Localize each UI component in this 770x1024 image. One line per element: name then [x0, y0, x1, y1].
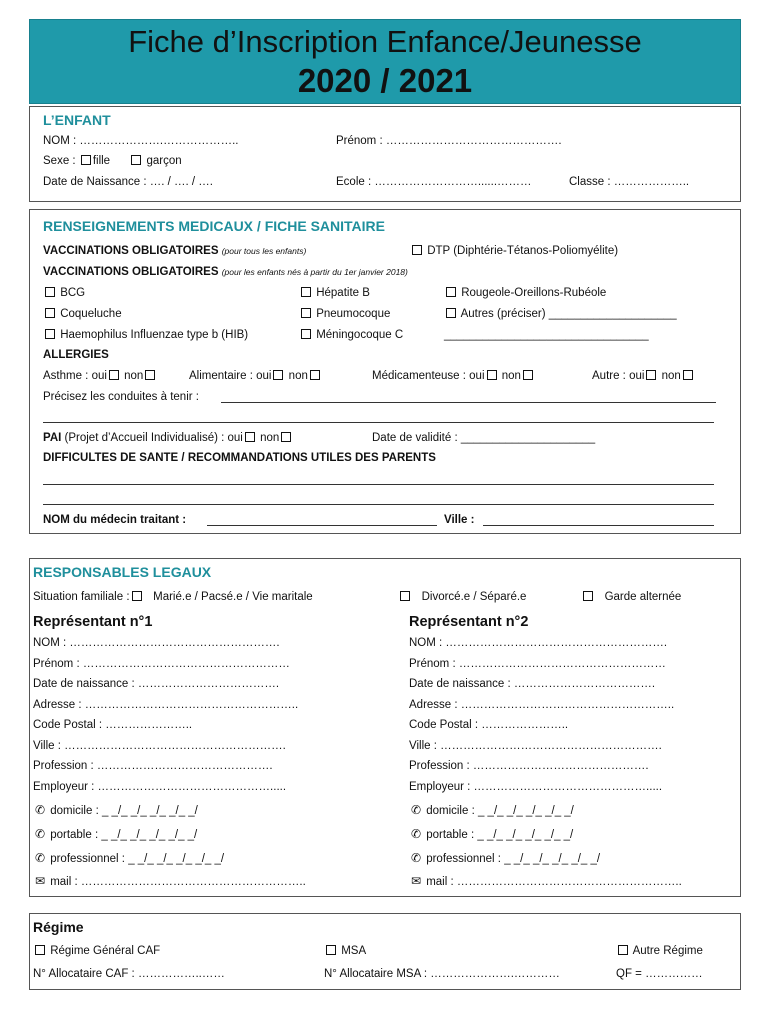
rep2-domicile-field[interactable]	[409, 803, 574, 817]
form-year: 2020 / 2021	[297, 62, 473, 99]
asthme-label: Asthme : oui	[43, 370, 107, 382]
medicamenteuse-label: Médicamenteuse : oui	[372, 370, 485, 382]
rep2-pro-field[interactable]	[409, 851, 600, 865]
fille-checkbox[interactable]	[81, 155, 91, 165]
rep2-title: Représentant n°2	[409, 614, 529, 630]
rep1-title: Représentant n°1	[33, 614, 153, 630]
rep1-domicile-label: domicile : _ _/_ _/_ _/_ _/_ _/	[50, 805, 198, 817]
rep1-ville-field[interactable]: Ville : ………………………………………………….	[33, 740, 286, 752]
rep1-prenom-field[interactable]: Prénom : ………………………………………………	[33, 658, 290, 670]
rep1-pro-field[interactable]	[33, 851, 224, 865]
rep1-naissance-field[interactable]: Date de naissance : ……………………………….	[33, 678, 280, 690]
vacc2-label: VACCINATIONS OBLIGATOIRES	[43, 266, 219, 278]
section-title-responsables: RESPONSABLES LEGAUX	[33, 564, 212, 580]
rep2-cp-field[interactable]: Code Postal : …………………..	[409, 719, 569, 731]
autre-label: Autre : oui	[592, 370, 645, 382]
meningo-label: Méningocoque C	[316, 329, 404, 341]
rep1-portable-label: portable : _ _/_ _/_ _/_ _/_ _/	[50, 829, 198, 841]
dtp-label: DTP (Diphtérie-Tétanos-Poliomyélite)	[427, 245, 619, 257]
allergies-label: ALLERGIES	[43, 349, 109, 361]
vaccinations-row-1	[43, 245, 306, 257]
garde-label: Garde alternée	[604, 591, 682, 603]
difficultes-line-1[interactable]	[43, 484, 714, 485]
rep2-domicile-label: domicile : _ _/_ _/_ _/_ _/_ _/	[426, 805, 574, 817]
autre-regime-option[interactable]	[616, 945, 703, 957]
meningo-option[interactable]	[299, 329, 403, 341]
alimentaire-oui-checkbox[interactable]	[273, 370, 283, 380]
phone-icon: ✆	[410, 851, 422, 865]
conduites-line-2[interactable]	[43, 422, 714, 423]
divorce-label: Divorcé.e / Séparé.e	[421, 591, 527, 603]
phone-icon: ✆	[34, 827, 46, 841]
divorce-checkbox[interactable]	[400, 591, 410, 601]
msa-label: MSA	[341, 945, 367, 957]
qf-field[interactable]: QF = ……………	[616, 968, 703, 980]
rep2-nom-field[interactable]: NOM : ………………………………………………….	[409, 637, 668, 649]
fille-label: fille	[92, 155, 111, 167]
autre-non-checkbox[interactable]	[683, 370, 693, 380]
pneumo-option[interactable]	[299, 308, 390, 320]
meningo-checkbox[interactable]	[301, 329, 311, 339]
phone-icon: ✆	[34, 803, 46, 817]
rep1-domicile-field[interactable]	[33, 803, 198, 817]
medicamenteuse-row	[372, 370, 535, 382]
ville-medecin-label: Ville :	[444, 514, 475, 526]
child-ecole-field[interactable]: Ecole : ………………………......………	[336, 176, 532, 188]
rep1-mail-label: mail : …………………………………………………..	[50, 876, 306, 888]
rep1-adresse-field[interactable]: Adresse : ………………………………………………..	[33, 699, 299, 711]
autre-oui-checkbox[interactable]	[646, 370, 656, 380]
ror-option[interactable]	[444, 287, 606, 299]
medicamenteuse-oui-checkbox[interactable]	[487, 370, 497, 380]
vacc1-note: (pour tous les enfants)	[221, 246, 307, 256]
autres-option[interactable]	[444, 308, 677, 320]
rep2-naissance-field[interactable]: Date de naissance : ……………………………….	[409, 678, 656, 690]
vacc2-note: (pour les enfants nés à partir du 1er janvier 2018)	[221, 267, 408, 277]
pneumo-label: Pneumocoque	[316, 308, 391, 320]
medicamenteuse-non-checkbox[interactable]	[523, 370, 533, 380]
pai-text: (Projet d’Accueil Individualisé) : oui	[64, 432, 243, 444]
autres-label: Autres (préciser) ____________________	[460, 308, 677, 320]
divorce-option[interactable]	[398, 591, 526, 603]
alimentaire-row	[189, 370, 322, 382]
situation-row	[33, 591, 313, 603]
hib-label: Haemophilus Influenzae type b (HIB)	[60, 329, 249, 341]
child-nom-field[interactable]: NOM : ………………….………………..	[43, 135, 239, 147]
caf-checkbox[interactable]	[35, 945, 45, 955]
sexe-label: Sexe :	[43, 155, 76, 167]
pneumo-checkbox[interactable]	[301, 308, 311, 318]
msa-option[interactable]	[324, 945, 366, 957]
pai-row	[43, 432, 293, 444]
phone-icon: ✆	[34, 851, 46, 865]
situation-label: Situation familiale :	[33, 591, 130, 603]
vaccinations-row-2	[43, 266, 408, 278]
caf-option[interactable]	[33, 945, 160, 957]
mail-icon: ✉	[34, 874, 46, 888]
caf-label: Régime Général CAF	[50, 945, 161, 957]
rep2-portable-label: portable : _ _/_ _/_ _/_ _/_ _/	[426, 829, 574, 841]
section-title-regime: Régime	[33, 919, 84, 935]
msa-checkbox[interactable]	[326, 945, 336, 955]
rep2-prenom-field[interactable]: Prénom : ………………………………………………	[409, 658, 666, 670]
medecin-label: NOM du médecin traitant :	[43, 514, 187, 526]
hepatite-checkbox[interactable]	[301, 287, 311, 297]
bcg-option[interactable]	[43, 287, 85, 299]
asthme-oui-checkbox[interactable]	[109, 370, 119, 380]
child-naissance-field[interactable]: Date de Naissance : …. / …. / ….	[43, 176, 214, 188]
mail-icon: ✉	[410, 874, 422, 888]
child-sexe-row	[43, 155, 182, 167]
difficultes-label: DIFFICULTES DE SANTE / RECOMMANDATIONS UTILES DES PARENTS	[43, 452, 436, 464]
pai-non-checkbox[interactable]	[281, 432, 291, 442]
asthme-non-checkbox[interactable]	[145, 370, 155, 380]
form-title: Fiche d’Inscription Enfance/Jeunesse	[128, 24, 642, 59]
pai-non-label: non	[260, 432, 280, 444]
conduites-line-1[interactable]	[221, 402, 716, 403]
pai-oui-checkbox[interactable]	[245, 432, 255, 442]
phone-icon: ✆	[410, 827, 422, 841]
rep2-profession-field[interactable]: Profession : ……………………………………….	[409, 760, 649, 772]
num-caf-field[interactable]: N° Allocataire CAF : ……………..……	[33, 968, 225, 980]
conduites-label: Précisez les conduites à tenir :	[43, 391, 199, 403]
child-classe-field[interactable]: Classe : ………………..	[569, 176, 690, 188]
garde-option[interactable]	[581, 591, 681, 603]
rep2-ville-field[interactable]: Ville : ………………………………………………….	[409, 740, 662, 752]
asthme-non-label: non	[124, 370, 144, 382]
hepatite-option[interactable]	[299, 287, 370, 299]
hib-option[interactable]	[43, 329, 248, 341]
alimentaire-non-checkbox[interactable]	[310, 370, 320, 380]
pai-label: PAI	[43, 432, 62, 444]
autre-regime-label: Autre Régime	[632, 945, 703, 957]
alimentaire-label: Alimentaire : oui	[189, 370, 272, 382]
hepatite-label: Hépatite B	[316, 287, 370, 299]
dtp-option[interactable]	[410, 245, 618, 257]
rep1-profession-field[interactable]: Profession : ……………………………………….	[33, 760, 273, 772]
difficultes-line-2[interactable]	[43, 504, 714, 505]
alimentaire-non-label: non	[288, 370, 308, 382]
marie-label: Marié.e / Pacsé.e / Vie maritale	[153, 591, 313, 603]
garcon-label: garçon	[146, 155, 182, 167]
bcg-checkbox[interactable]	[45, 287, 55, 297]
hib-checkbox[interactable]	[45, 329, 55, 339]
rep2-employeur-field[interactable]: Employeur : ……………………………………….....	[409, 781, 663, 793]
marie-checkbox[interactable]	[132, 591, 142, 601]
rep1-employeur-field[interactable]: Employeur : ……………………………………….....	[33, 781, 287, 793]
section-title-enfant: L’ENFANT	[43, 112, 111, 128]
ville-medecin-line[interactable]	[483, 525, 714, 526]
autres-line-field[interactable]: ________________________________	[444, 329, 649, 341]
medecin-line[interactable]	[207, 525, 437, 526]
rep2-mail-label: mail : …………………………………………………..	[426, 876, 682, 888]
section-title-medical: RENSEIGNEMENTS MEDICAUX / FICHE SANITAIRE	[43, 218, 385, 234]
rep1-pro-label: professionnel : _ _/_ _/_ _/_ _/_ _/	[50, 853, 225, 865]
rep1-nom-field[interactable]: NOM : ……………………………………………….	[33, 637, 280, 649]
phone-icon: ✆	[410, 803, 422, 817]
rep2-mail-field[interactable]	[409, 874, 682, 888]
rep1-mail-field[interactable]	[33, 874, 306, 888]
coqueluche-option[interactable]	[43, 308, 122, 320]
header-banner	[29, 19, 741, 104]
coqueluche-checkbox[interactable]	[45, 308, 55, 318]
rep2-pro-label: professionnel : _ _/_ _/_ _/_ _/_ _/	[426, 853, 601, 865]
ror-label: Rougeole-Oreillons-Rubéole	[461, 287, 607, 299]
autres-checkbox[interactable]	[446, 308, 456, 318]
coqueluche-label: Coqueluche	[60, 308, 122, 320]
rep1-cp-field[interactable]: Code Postal : …………………..	[33, 719, 193, 731]
autre-regime-checkbox[interactable]	[618, 945, 628, 955]
rep2-portable-field[interactable]	[409, 827, 573, 841]
asthme-row	[43, 370, 157, 382]
garde-checkbox[interactable]	[583, 591, 593, 601]
validite-field[interactable]: Date de validité : _____________________	[372, 432, 596, 444]
dtp-checkbox[interactable]	[412, 245, 422, 255]
rep2-adresse-field[interactable]: Adresse : ………………………………………………..	[409, 699, 675, 711]
rep1-portable-field[interactable]	[33, 827, 197, 841]
garcon-checkbox[interactable]	[131, 155, 141, 165]
vacc1-label: VACCINATIONS OBLIGATOIRES	[43, 245, 219, 257]
autre-allergie-row	[592, 370, 695, 382]
ror-checkbox[interactable]	[446, 287, 456, 297]
medicamenteuse-non-label: non	[501, 370, 521, 382]
child-prenom-field[interactable]: Prénom : ……………………………………….	[336, 135, 562, 147]
num-msa-field[interactable]: N° Allocataire MSA : ………………….…………	[324, 968, 560, 980]
autre-non-label: non	[661, 370, 681, 382]
bcg-label: BCG	[60, 287, 86, 299]
